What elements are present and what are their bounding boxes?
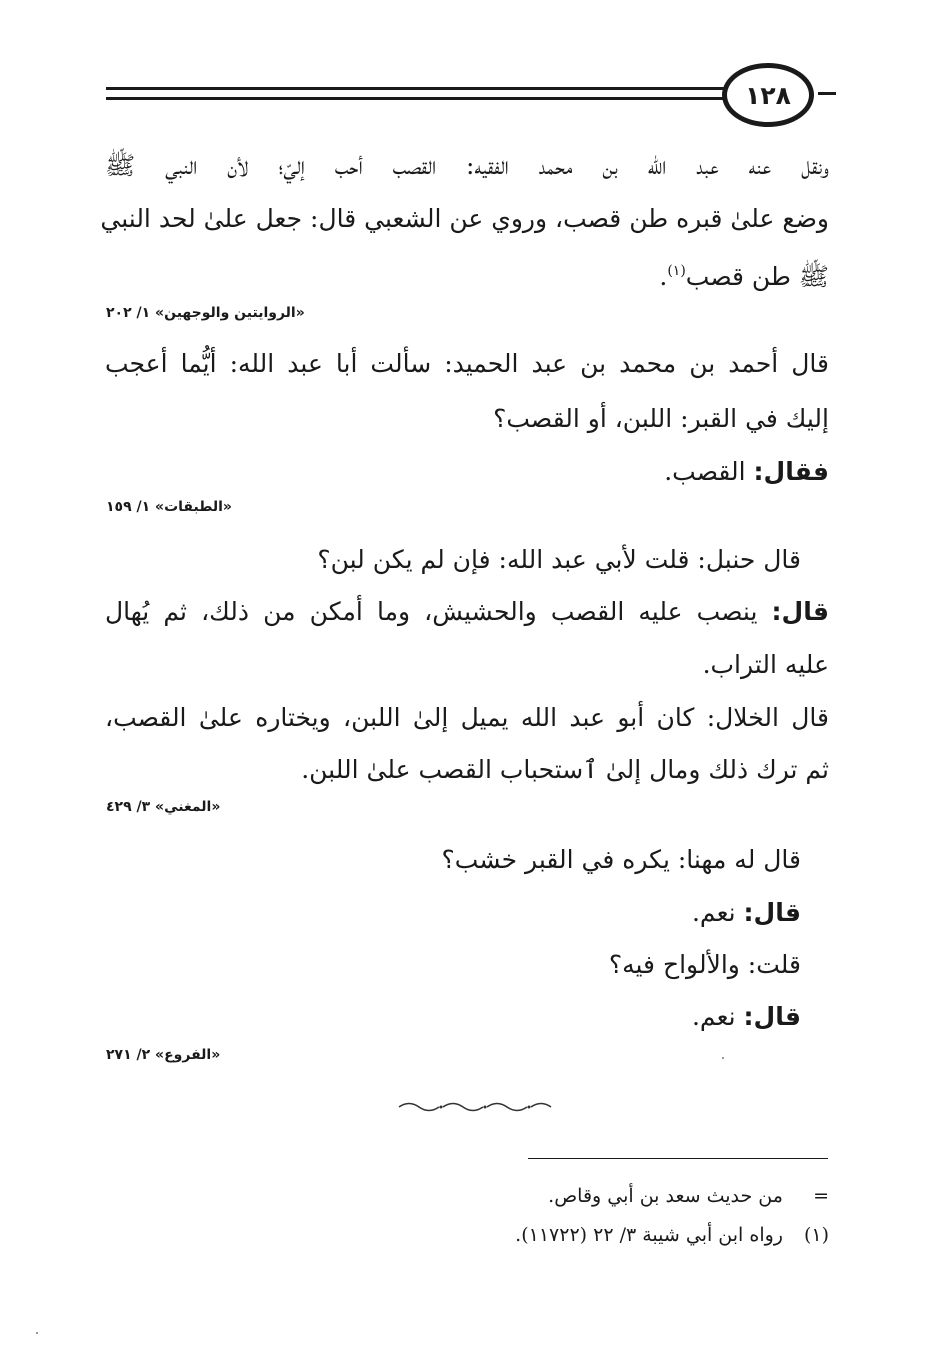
source-reference: «الفروع» ٢/ ٢٧١ [106, 1047, 221, 1063]
reply-text: القصب. [664, 457, 746, 486]
text-line [105, 898, 801, 928]
ornament-divider [395, 1098, 555, 1120]
text-line [105, 1002, 801, 1032]
speaker-label: قال: [771, 597, 829, 626]
reply-text: نعم. [691, 1002, 736, 1031]
text-line: ونقل عنه عبد الله بن محمد الفقيه: القصب أحب إليّ؛ لأن النبي ﷺ [105, 151, 829, 180]
header-rule-tail [818, 92, 836, 95]
reply-text: ينصب عليه القصب والحشيش، وما أمكن من ذلك، ثم يُهال [105, 597, 758, 626]
footnote-rule [528, 1158, 828, 1159]
text-line: قال حنبل: قلت لأبي عبد الله: فإن لم يكن لبن؟ [317, 545, 801, 574]
source-reference: «الروايتين والوجهين» ١/ ٢٠٢ [106, 305, 305, 321]
scan-speck [722, 1057, 724, 1059]
speaker-label: قال: [743, 1002, 801, 1031]
footnote-line [105, 1222, 829, 1248]
scan-speck [36, 1332, 38, 1334]
footnote-marker: (١) [667, 263, 686, 279]
text-line-content: ﷺ طن قصب [685, 262, 829, 291]
footnote-line [105, 1183, 829, 1209]
footnote-mark: (١) [803, 1224, 829, 1246]
line-end-punctuation: . [659, 262, 668, 291]
text-line: وضع علىٰ قبره طن قصب، وروي عن الشعبي قال: جعل علىٰ لحد النبي [100, 204, 829, 233]
page-number: ١٢٨ [722, 63, 814, 127]
text-line: قال له مهنا: يكره في القبر خشب؟ [441, 845, 801, 874]
text-line: قال الخلال: كان أبو عبد الله يميل إلىٰ اللبن، ويختاره علىٰ القصب، [105, 703, 829, 732]
header-rule-top [106, 87, 724, 90]
text-line [105, 597, 829, 627]
text-line [139, 457, 829, 487]
footnote-text: من حديث سعد بن أبي وقاص. [548, 1185, 783, 1207]
reply-text: نعم. [691, 898, 736, 927]
text-line: ثم ترك ذلك ومال إلىٰ ٱستحباب القصب علىٰ اللبن. [301, 755, 829, 784]
text-line [105, 256, 829, 291]
header-rule-bottom [106, 97, 724, 100]
text-line: إليك في القبر: اللبن، أو القصب؟ [493, 404, 829, 433]
text-line: قال أحمد بن محمد بن عبد الحميد: سألت أبا عبد الله: أيُّما أعجب [105, 349, 829, 378]
footnote-text: رواه ابن أبي شيبة ٣/ ٢٢ (١١٧٢٢). [515, 1224, 783, 1246]
text-line: قلت: والألواح فيه؟ [608, 950, 801, 979]
source-reference: «المغني» ٣/ ٤٢٩ [106, 799, 221, 815]
speaker-label: فقال: [753, 457, 829, 486]
source-reference: «الطبقات» ١/ ١٥٩ [106, 499, 232, 515]
ornament-divider-graphic [395, 1098, 555, 1114]
footnote-mark: = [813, 1185, 829, 1207]
text-line: عليه التراب. [702, 650, 829, 679]
speaker-label: قال: [743, 898, 801, 927]
